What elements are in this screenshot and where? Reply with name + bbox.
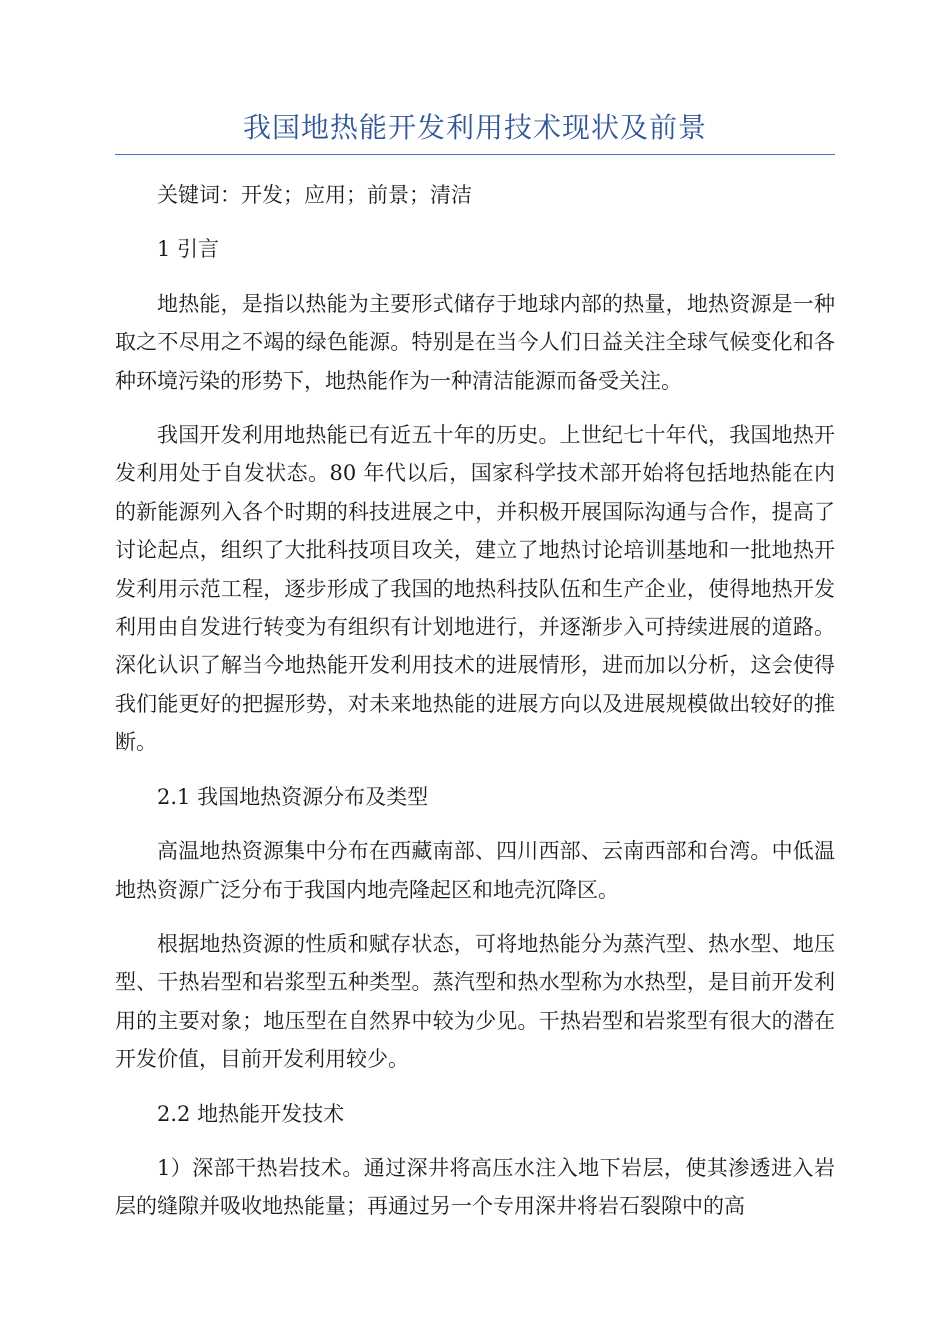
document-body (115, 176, 835, 1242)
paragraph-development-history: 我国开发利用地热能已有近五十年的历史。上世纪七十年代，我国地热开发利用处于自发状态。80 年代以后，国家科学技术部开始将包括地热能在内的新能源列入各个时期的科技进展之中，并积极开展国际沟通与合作，提高了讨论起点，组织了大批科技项目攻关，建立了地热讨论培训基地和一批地热开发利用示范工程，逐步形成了我国的地热科技队伍和生产企业，使得地热开发利用由自发进行转变为有组织有计划地进行，并逐渐步入可持续进展的道路。深化认识了解当今地热能开发利用技术的进展情形，进而加以分析，这会使得我们能更好的把握形势，对未来地热能的进展方向以及进展规模做出较好的推断。 (115, 423, 835, 755)
paragraph-distribution: 高温地热资源集中分布在西藏南部、四川西部、云南西部和台湾。中低温地热资源广泛分布于我国内地壳隆起区和地壳沉降区。 (115, 839, 835, 902)
keywords-line: 关键词：开发；应用；前景；清洁 (157, 183, 472, 207)
paragraph-types: 根据地热资源的性质和赋存状态，可将地热能分为蒸汽型、热水型、地压型、干热岩型和岩浆型五种类型。蒸汽型和热水型称为水热型，是目前开发利用的主要对象；地压型在自然界中较为少见。干热岩型和岩浆型有很大的潜在开发价值，目前开发利用较少。 (115, 931, 835, 1072)
title-underline (115, 154, 835, 155)
document-title: 我国地热能开发利用技术现状及前景 (242, 111, 707, 144)
section-heading-technology: 2.2 地热能开发技术 (157, 1101, 345, 1126)
section-heading-introduction: 1 引言 (157, 237, 220, 262)
section-heading-distribution: 2.1 我国地热资源分布及类型 (157, 784, 429, 809)
paragraph-geothermal-definition: 地热能，是指以热能为主要形式储存于地球内部的热量，地热资源是一种取之不尽用之不竭的绿色能源。特别是在当今人们日益关注全球气候变化和各种环境污染的形势下，地热能作为一种清洁能源而备受关注。 (115, 291, 835, 393)
paragraph-hot-dry-rock: 1）深部干热岩技术。通过深井将高压水注入地下岩层，使其渗透进入岩层的缝隙并吸收地热能量；再通过另一个专用深井将岩石裂隙中的高 (115, 1155, 835, 1219)
